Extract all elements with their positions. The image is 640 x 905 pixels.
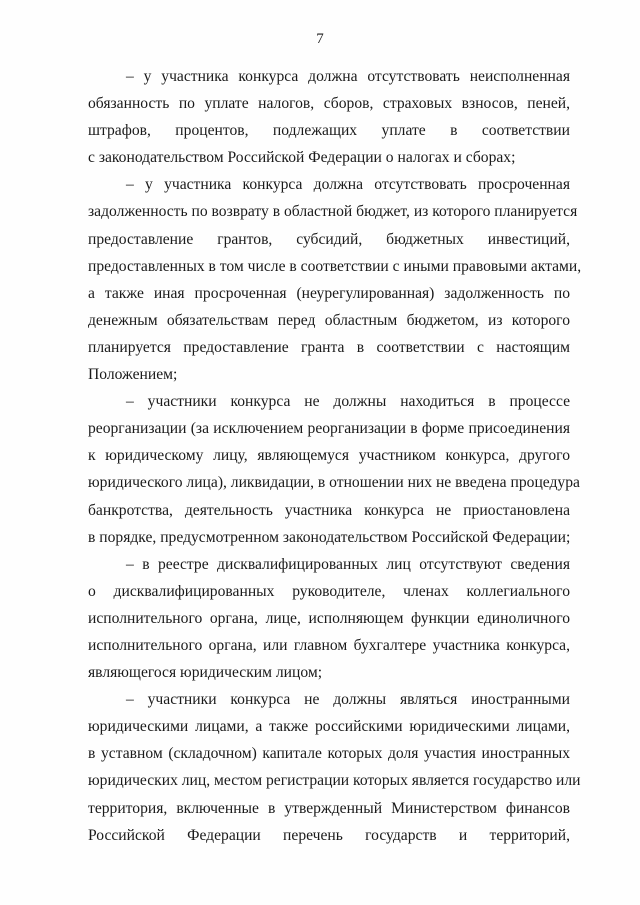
text-line: о дисквалифицированных руководителе, членах коллегиального [88, 582, 570, 600]
paragraph-first-line: – участники конкурса не должны находиться в процессе [126, 393, 570, 411]
text-line: в порядке, предусмотренном законодательством Российской Федерации; [88, 528, 571, 546]
text-line: реорганизации (за исключением реорганизации в форме присоединения [88, 420, 570, 438]
text-line: денежным обязательствам перед областным бюджетом, из которого [88, 311, 570, 329]
text-line: исполнительного органа, или главном бухгалтере участника конкурса, [88, 636, 570, 654]
text-line: территория, включенные в утвержденный Министерством финансов [88, 799, 570, 817]
paragraph-first-line: – участники конкурса не должны являться иностранными [126, 691, 570, 709]
text-line: задолженность по возврату в областной бюджет, из которого планируется [88, 203, 578, 221]
text-line: предоставление грантов, субсидий, бюджетных инвестиций, [88, 230, 570, 248]
text-line: штрафов, процентов, подлежащих уплате в соответствии [88, 122, 570, 140]
text-line: предоставленных в том числе в соответствии с иными правовыми актами, [88, 257, 582, 275]
page-number: 7 [316, 31, 324, 47]
text-line: с законодательством Российской Федерации о налогах и сборах; [88, 149, 516, 167]
document-body [88, 63, 582, 849]
text-line: юридическими лицами, а также российскими юридическими лицами, [88, 718, 570, 736]
text-line: к юридическому лицу, являющемуся участником конкурса, другого [88, 447, 570, 465]
paragraph-first-line: – в реестре дисквалифицированных лиц отсутствуют сведения [126, 555, 570, 573]
text-line: обязанность по уплате налогов, сборов, страховых взносов, пеней, [88, 95, 570, 113]
text-line: исполнительного органа, лице, исполняющем функции единоличного [88, 609, 570, 627]
text-line: юридических лиц, местом регистрации которых является государство или [88, 772, 581, 790]
text-line: в уставном (складочном) капитале которых доля участия иностранных [88, 745, 570, 763]
paragraph-first-line: – у участника конкурса должна отсутствовать неисполненная [126, 68, 570, 85]
text-line: являющегося юридическим лицом; [88, 664, 323, 682]
text-line: банкротства, деятельность участника конкурса не приостановлена [88, 501, 570, 519]
text-line: планируется предоставление гранта в соответствии с настоящим [88, 338, 570, 356]
text-line: юридического лица), ликвидации, в отношении них не введена процедура [88, 474, 580, 492]
paragraph-first-line: – у участника конкурса должна отсутствовать просроченная [126, 176, 570, 194]
text-line: а также иная просроченная (неурегулированная) задолженность по [88, 284, 570, 302]
text-line: Российской Федерации перечень государств и территорий, [88, 826, 570, 844]
text-line: Положением; [88, 366, 178, 384]
